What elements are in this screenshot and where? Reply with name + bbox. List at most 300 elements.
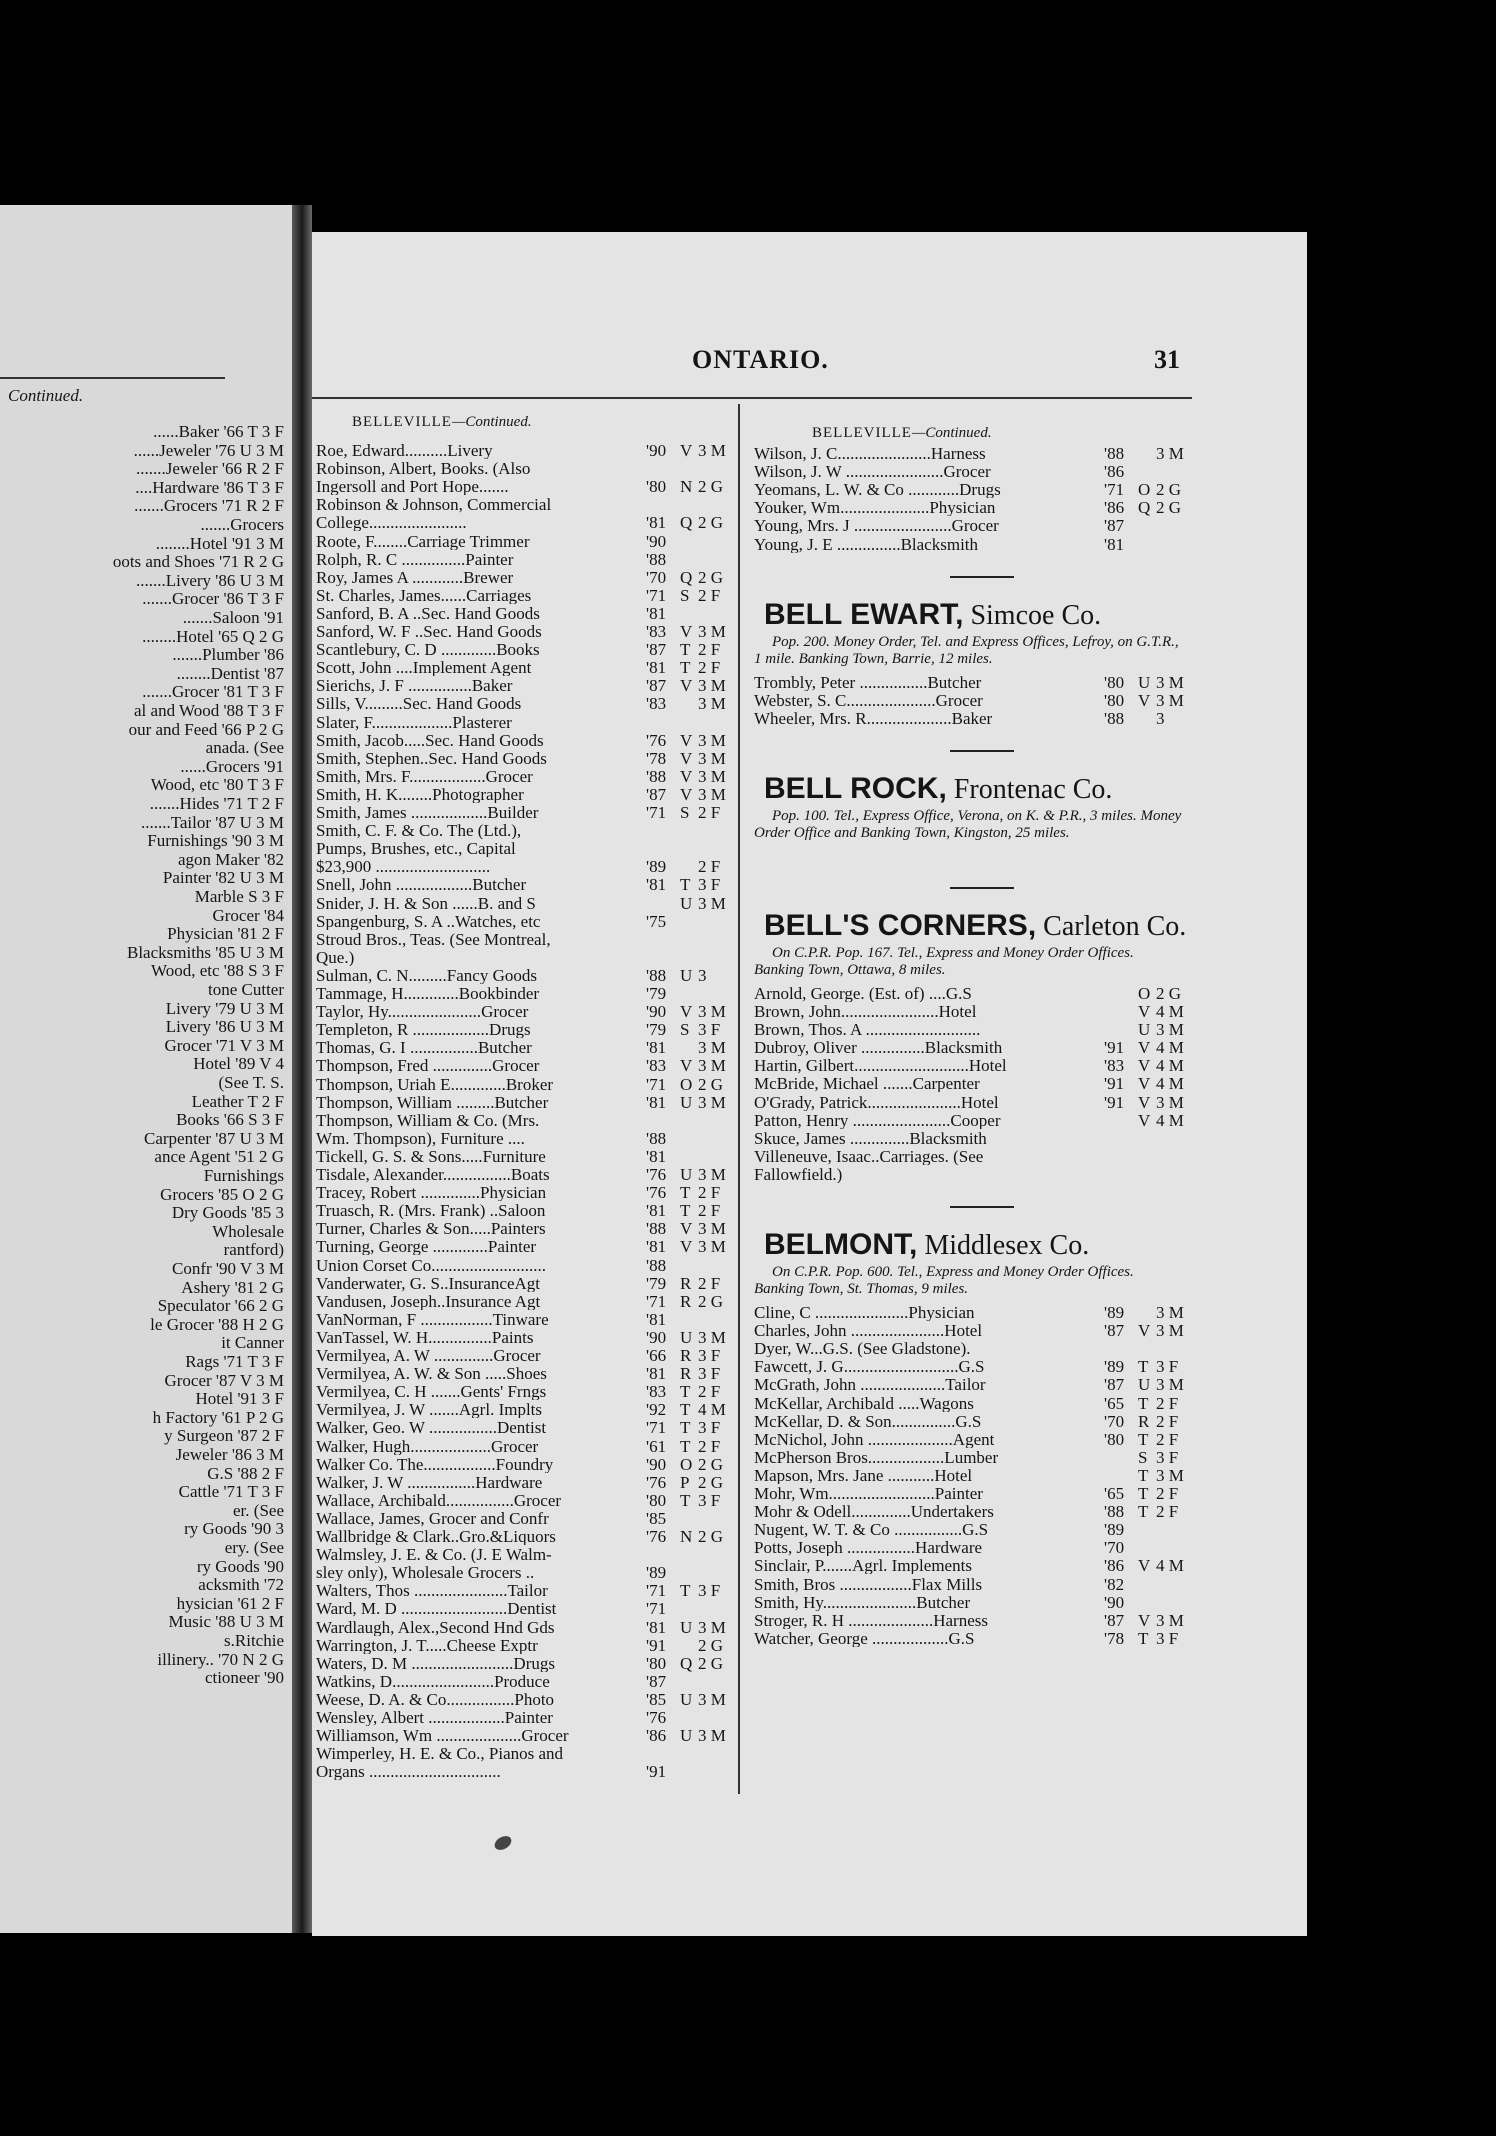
entry-rating-credit: 2 F xyxy=(1156,1429,1179,1449)
directory-entry xyxy=(754,1112,1194,1129)
entry-rating-capital: V xyxy=(1138,1074,1151,1094)
entry-rating-capital: R xyxy=(680,1273,692,1293)
entry-year: '65 xyxy=(1104,1484,1125,1503)
entry-rating-capital: O xyxy=(680,1454,693,1474)
directory-entry xyxy=(754,1094,1194,1111)
directory-entry xyxy=(316,695,736,712)
directory-entry xyxy=(316,1745,736,1762)
entry-rating-capital: U xyxy=(1138,1375,1151,1395)
directory-entry xyxy=(754,710,1194,727)
directory-entry xyxy=(316,587,736,604)
entry-name: Walters, Thos ......................Tailor xyxy=(316,1582,548,1600)
entry-year: '81 xyxy=(646,1146,667,1166)
entry-year: '80 xyxy=(1104,690,1125,710)
left-fragment-line: .......Grocer '86 T 3 F xyxy=(142,589,284,609)
left-fragment-line: ........Hotel '65 Q 2 G xyxy=(142,626,284,646)
entry-rating-credit: 3 M xyxy=(1156,672,1184,692)
entry-rating-credit: 2 F xyxy=(698,1382,721,1402)
entry-rating-capital: Q xyxy=(680,567,693,587)
left-fragment-line: hysician '61 2 F xyxy=(176,1593,284,1613)
directory-entry xyxy=(316,1021,736,1038)
entry-year: '90 xyxy=(646,1454,667,1474)
entry-name: Wheeler, Mrs. R....................Baker xyxy=(754,709,993,727)
entry-name: Pumps, Brushes, etc., Capital xyxy=(316,840,516,858)
directory-entry xyxy=(754,445,1194,462)
entry-name: College....................... xyxy=(316,514,467,532)
entry-rating-credit: 3 M xyxy=(698,622,726,641)
left-fragment-line: Dry Goods '85 3 xyxy=(171,1203,284,1223)
entry-year: '85 xyxy=(646,1689,667,1709)
directory-entry xyxy=(316,1383,736,1400)
entry-year: '71 xyxy=(646,1418,667,1438)
entry-name: Young, J. E ...............Blacksmith xyxy=(754,535,979,553)
directory-entry xyxy=(754,1148,1194,1165)
entry-rating-capital: U xyxy=(1138,1020,1151,1040)
left-fragment-line: tone Cutter xyxy=(207,980,284,999)
entry-name: Walmsley, J. E. & Co. (J. E Walm- xyxy=(316,1546,552,1564)
entry-name: Roe, Edward..........Livery xyxy=(316,442,493,459)
entry-rating-credit: 2 G xyxy=(698,477,724,497)
entry-year: '71 xyxy=(646,1291,667,1311)
entry-name: Nugent, W. T. & Co ................G.S xyxy=(754,1521,989,1539)
entry-year: '87 xyxy=(1104,1321,1125,1341)
left-fragment-line: ......Baker '66 T 3 F xyxy=(153,422,284,441)
left-fragment-line: oots and Shoes '71 R 2 G xyxy=(112,552,284,572)
entry-name: Walker Co. The.................Foundry xyxy=(316,1455,554,1473)
entry-rating-capital: V xyxy=(1138,690,1151,710)
entry-year: '89 xyxy=(1104,1357,1125,1377)
entry-rating-capital: T xyxy=(1138,1484,1149,1503)
col1-heading-cont: —Continued. xyxy=(451,414,532,430)
entry-name: Robinson & Johnson, Commercial xyxy=(316,496,552,514)
entry-rating-credit: 3 M xyxy=(698,730,726,750)
directory-entry xyxy=(754,1166,1194,1183)
entry-rating-capital: V xyxy=(680,784,693,804)
directory-entry xyxy=(754,1376,1194,1393)
entry-rating-credit: 3 M xyxy=(698,784,726,804)
directory-entry xyxy=(316,623,736,640)
entry-rating-capital: T xyxy=(680,1581,691,1601)
entry-year: '76 xyxy=(646,1527,667,1546)
left-fragment-line: Cattle '71 T 3 F xyxy=(178,1482,284,1502)
page-title: ONTARIO. xyxy=(692,345,829,374)
directory-entry xyxy=(754,1395,1194,1412)
directory-entry xyxy=(316,533,736,550)
entry-year: '75 xyxy=(646,911,667,931)
entry-rating-capital: O xyxy=(1138,983,1151,1003)
entry-year: '87 xyxy=(646,640,667,660)
entry-name: Wilson, J. C......................Harness xyxy=(754,445,986,462)
entry-rating-capital: V xyxy=(680,748,693,768)
directory-entry xyxy=(754,536,1194,553)
entry-year: '81 xyxy=(646,1092,667,1112)
entry-rating-capital: V xyxy=(1138,1092,1151,1112)
entry-rating-credit: 3 M xyxy=(1156,1375,1184,1395)
entry-name: VanTassel, W. H...............Paints xyxy=(316,1328,534,1346)
entry-name: Roy, James A ............Brewer xyxy=(316,568,514,586)
entry-rating-credit: 2 F xyxy=(1156,1484,1179,1503)
left-fragment-line: ......Grocers '91 xyxy=(180,756,284,776)
entry-name: Thompson, William .........Butcher xyxy=(316,1093,549,1111)
entry-rating-credit: 3 M xyxy=(698,1689,726,1709)
entry-rating-capital: S xyxy=(1138,1447,1148,1467)
entry-rating-credit: 3 M xyxy=(698,766,726,786)
directory-entry xyxy=(316,1528,736,1545)
entry-rating-credit: 3 F xyxy=(698,875,721,895)
entry-name: Young, Mrs. J .......................Grocer xyxy=(754,517,999,535)
entry-year: '81 xyxy=(646,875,667,895)
entry-name: Sanford, W. F ..Sec. Hand Goods xyxy=(316,623,542,640)
entry-year: '79 xyxy=(646,984,667,1003)
directory-entry xyxy=(316,1238,736,1255)
entry-name: Tracey, Robert ..............Physician xyxy=(316,1184,547,1202)
entry-name: Smith, C. F. & Co. The (Ltd.), xyxy=(316,822,522,840)
entry-name: Ward, M. D .........................Dentist xyxy=(316,1600,557,1618)
left-fragment-line: al and Wood '88 T 3 F xyxy=(134,701,284,720)
entry-year: '86 xyxy=(1104,462,1125,482)
entry-rating-capital: R xyxy=(680,1364,692,1384)
entry-name: McGrath, John ....................Tailor xyxy=(754,1376,986,1394)
entry-year: '86 xyxy=(1104,1556,1125,1576)
entry-rating-credit: 3 M xyxy=(698,694,726,714)
directory-entry xyxy=(316,1039,736,1056)
entry-name: Smith, Stephen..Sec. Hand Goods xyxy=(316,749,547,767)
left-fragment-line: anada. (See xyxy=(205,738,284,758)
directory-entry xyxy=(316,1094,736,1111)
entry-name: Turner, Charles & Son.....Painters xyxy=(316,1220,546,1238)
entry-rating-capital: T xyxy=(1138,1393,1149,1413)
entry-rating-credit: 2 F xyxy=(698,803,721,822)
entry-rating-credit: 4 M xyxy=(1156,1110,1184,1130)
left-fragment-line: illinery.. '70 N 2 G xyxy=(157,1649,284,1669)
entry-rating-credit: 2 F xyxy=(698,1273,721,1293)
left-fragment-line: ance Agent '51 2 G xyxy=(154,1147,284,1167)
entry-name: Sierichs, J. F ...............Baker xyxy=(316,677,513,695)
entry-year: '80 xyxy=(646,477,667,497)
entry-rating-credit: 3 F xyxy=(698,1364,721,1384)
entry-rating-credit: 2 G xyxy=(698,1635,724,1655)
directory-entry xyxy=(316,1293,736,1310)
entry-rating-capital: V xyxy=(680,766,693,786)
entry-rating-capital: V xyxy=(680,1219,693,1239)
entry-rating-capital: V xyxy=(1138,1556,1151,1576)
entry-year: '81 xyxy=(646,513,667,533)
entry-name: Taylor, Hy......................Grocer xyxy=(316,1003,529,1021)
entry-year: '88 xyxy=(1104,1502,1125,1522)
directory-entry xyxy=(316,967,736,984)
entry-rating-capital: T xyxy=(680,1382,691,1402)
entry-name: Fawcett, J. G...........................G.S xyxy=(754,1358,985,1376)
directory-entry xyxy=(754,1485,1194,1502)
entry-year: '87 xyxy=(646,784,667,804)
entry-name: Watcher, George ..................G.S xyxy=(754,1629,975,1647)
entry-rating-capital: Q xyxy=(680,513,693,533)
entry-name: Brown, John.......................Hotel xyxy=(754,1003,977,1020)
directory-entry xyxy=(316,1727,736,1744)
entry-rating-capital: V xyxy=(1138,1038,1151,1058)
entry-rating-capital: T xyxy=(680,1490,691,1510)
section-separator xyxy=(950,576,1014,578)
left-fragment-line: Speculator '66 2 G xyxy=(157,1296,284,1316)
directory-entry xyxy=(316,1057,736,1074)
entry-name: Vermilyea, A. W. & Son .....Shoes xyxy=(316,1365,547,1383)
entry-year: '71 xyxy=(1104,480,1125,500)
directory-entry xyxy=(316,1510,736,1527)
left-fragment-line: ry Goods '90 xyxy=(196,1556,284,1576)
directory-entry xyxy=(754,1431,1194,1448)
place-description: Pop. 200. Money Order, Tel. and Express Offices, Lefroy, on G.T.R., 1 mile. Banking Town, Barrie, 12 miles. xyxy=(754,633,1179,667)
entry-name: Skuce, James ..............Blacksmith xyxy=(754,1129,987,1147)
entry-year: '81 xyxy=(646,1237,667,1257)
entry-rating-capital: T xyxy=(680,875,691,895)
left-fragment-line: y Surgeon '87 2 F xyxy=(164,1426,284,1446)
left-fragment-line: Furnishings '90 3 M xyxy=(147,831,284,851)
entry-name: Stroud Bros., Teas. (See Montreal, xyxy=(316,930,551,948)
entry-rating-capital: Q xyxy=(1138,498,1151,518)
entry-rating-credit: 3 M xyxy=(1156,690,1184,710)
entry-year: '61 xyxy=(646,1436,667,1456)
entry-year: '87 xyxy=(1104,516,1125,536)
directory-entry xyxy=(316,1329,736,1346)
directory-entry xyxy=(316,478,736,495)
entry-name: Organs ............................... xyxy=(316,1763,501,1781)
entry-rating-credit: 3 F xyxy=(698,1490,721,1510)
left-fragment-line: ........Hotel '91 3 M xyxy=(155,533,284,553)
directory-entry xyxy=(754,1503,1194,1520)
entry-year: '88 xyxy=(646,1255,667,1275)
place-description: On C.P.R. Pop. 167. Tel., Express and Money Order Offices. Banking Town, Ottawa, 8 miles. xyxy=(754,944,1134,978)
entry-rating-credit: 2 G xyxy=(698,513,724,533)
entry-year: '76 xyxy=(646,1708,667,1727)
directory-entry xyxy=(316,460,736,477)
place-name: BELL EWART, xyxy=(764,597,964,631)
ink-smudge xyxy=(492,1833,514,1852)
right-page xyxy=(312,232,1307,1936)
entry-name: Youker, Wm.....................Physician xyxy=(754,499,996,517)
entry-rating-credit: 3 F xyxy=(1156,1447,1179,1467)
left-fragment-line: it Canner xyxy=(221,1333,284,1353)
left-fragment-line: ctioneer '90 xyxy=(204,1668,284,1688)
entry-rating-credit: 2 G xyxy=(1156,983,1182,1003)
directory-entry xyxy=(316,1763,736,1780)
directory-entry xyxy=(316,786,736,803)
entry-year: '85 xyxy=(646,1508,667,1528)
directory-entry xyxy=(316,1220,736,1237)
col1-heading-place: BELLEVILLE xyxy=(352,414,452,430)
entry-rating-capital: U xyxy=(680,1092,693,1112)
entry-name: Thompson, Uriah E.............Broker xyxy=(316,1075,554,1093)
entry-name: Vanderwater, G. S..InsuranceAgt xyxy=(316,1274,541,1292)
entry-rating-credit: 3 F xyxy=(698,1346,721,1365)
entry-rating-credit: 3 M xyxy=(1156,444,1184,463)
directory-entry xyxy=(316,1311,736,1328)
entry-year: '79 xyxy=(646,1273,667,1293)
entry-rating-credit: 3 F xyxy=(698,1418,721,1438)
directory-entry xyxy=(316,804,736,821)
directory-entry xyxy=(316,1401,736,1418)
entry-name: Warrington, J. T.....Cheese Exptr xyxy=(316,1636,538,1654)
directory-entry xyxy=(754,1576,1194,1593)
entry-year: '88 xyxy=(646,766,667,786)
left-fragment-line: Leather T 2 F xyxy=(191,1091,284,1111)
entry-rating-capital: T xyxy=(680,1183,691,1203)
entry-name: Watkins, D........................Produce xyxy=(316,1672,550,1690)
directory-entry xyxy=(754,692,1194,709)
place-name: BELMONT, xyxy=(764,1228,918,1261)
entry-rating-credit: 3 xyxy=(1156,708,1165,728)
directory-entry xyxy=(316,1600,736,1617)
directory-entry xyxy=(316,1184,736,1201)
left-fragment-line: ery. (See xyxy=(224,1538,284,1557)
page-gutter xyxy=(292,205,312,1933)
left-fragment-line: er. (See xyxy=(233,1500,284,1520)
entry-year: '91 xyxy=(1104,1092,1125,1112)
entry-rating-credit: 2 F xyxy=(698,1436,721,1456)
directory-entry xyxy=(316,913,736,930)
directory-entry xyxy=(316,1474,736,1491)
entry-name: Thompson, William & Co. (Mrs. xyxy=(316,1111,540,1129)
entry-rating-credit: 2 G xyxy=(698,1291,724,1311)
entry-rating-credit: 3 F xyxy=(1156,1357,1179,1377)
left-fragment-line: Wholesale xyxy=(212,1221,284,1241)
place-county: Carleton Co. xyxy=(1036,910,1187,942)
entry-year: '81 xyxy=(1104,534,1125,554)
entry-rating-credit: 3 M xyxy=(1156,1092,1184,1112)
directory-entry xyxy=(754,1304,1194,1321)
entry-year: '88 xyxy=(1104,708,1125,728)
entry-name: Vandusen, Joseph..Insurance Agt xyxy=(316,1292,541,1310)
left-fragment-line: our and Feed '66 P 2 G xyxy=(128,719,284,739)
entry-name: Snell, John ..................Butcher xyxy=(316,876,527,894)
entry-year: '83 xyxy=(1104,1056,1125,1076)
entry-year: '71 xyxy=(646,803,667,822)
entry-name: sley only), Wholesale Grocers .. xyxy=(316,1564,535,1582)
directory-entry xyxy=(316,1582,736,1599)
entry-name: Wm. Thompson), Furniture .... xyxy=(316,1129,525,1147)
directory-entry xyxy=(754,1322,1194,1339)
entry-rating-capital: U xyxy=(680,965,693,985)
entry-rating-credit: 2 G xyxy=(698,1472,724,1492)
entry-name: Union Corset Co........................... xyxy=(316,1256,546,1274)
left-fragment-line: Hotel '89 V 4 xyxy=(193,1054,284,1074)
left-fragment-line: s.Ritchie xyxy=(224,1631,284,1650)
entry-rating-capital: T xyxy=(1138,1502,1149,1522)
entry-year: '81 xyxy=(646,1364,667,1384)
directory-entry xyxy=(316,768,736,785)
directory-entry xyxy=(754,1130,1194,1147)
directory-entry xyxy=(316,931,736,948)
entry-rating-credit: 3 M xyxy=(698,1237,726,1257)
entry-name: Smith, Mrs. F..................Grocer xyxy=(316,767,533,785)
entry-rating-credit: 3 M xyxy=(698,1617,726,1637)
entry-name: McBride, Michael .......Carpenter xyxy=(754,1075,980,1093)
entry-rating-credit: 3 M xyxy=(1156,1020,1184,1040)
entry-rating-capital: N xyxy=(680,477,693,497)
entry-name: Patton, Henry .......................Cooper xyxy=(754,1111,1001,1129)
place-heading xyxy=(764,1228,1089,1262)
entry-year: '86 xyxy=(646,1726,667,1746)
directory-entry xyxy=(316,1691,736,1708)
entry-rating-credit: 2 G xyxy=(698,1074,724,1094)
entry-rating-credit: 2 F xyxy=(698,1183,721,1203)
entry-rating-capital: P xyxy=(680,1472,690,1492)
entry-name: Wallace, James, Grocer and Confr xyxy=(316,1509,549,1527)
left-fragment-line: Painter '82 U 3 M xyxy=(162,868,284,888)
entry-year: '89 xyxy=(646,1563,667,1583)
entry-name: Robinson, Albert, Books. (Also xyxy=(316,460,531,478)
col2-heading xyxy=(812,425,992,442)
left-fragment-line: (See T. S. xyxy=(218,1073,284,1092)
entry-rating-credit: 3 M xyxy=(698,1056,726,1076)
entry-year: '91 xyxy=(646,1762,667,1782)
directory-entry xyxy=(754,1557,1194,1574)
entry-year: '87 xyxy=(1104,1375,1125,1395)
entry-rating-credit: 4 M xyxy=(1156,1056,1184,1076)
directory-entry xyxy=(754,499,1194,516)
entry-name: Roote, F........Carriage Trimmer xyxy=(316,532,530,550)
directory-entry xyxy=(316,985,736,1002)
entry-rating-credit: 3 M xyxy=(1156,1303,1184,1322)
directory-entry xyxy=(754,1340,1194,1357)
entry-name: Sanford, B. A ..Sec. Hand Goods xyxy=(316,604,540,622)
entry-rating-credit: 2 G xyxy=(698,1454,724,1474)
entry-year: '71 xyxy=(646,1599,667,1619)
entry-rating-credit: 3 M xyxy=(698,441,726,460)
place-county: Simcoe Co. xyxy=(963,599,1102,631)
left-fragment-line: ........Dentist '87 xyxy=(176,663,284,683)
entry-rating-credit: 3 F xyxy=(698,1581,721,1601)
entry-name: Tammage, H.............Bookbinder xyxy=(316,985,540,1002)
left-fragment-line: ry Goods '90 3 xyxy=(184,1519,284,1539)
left-fragment-line: Grocer '84 xyxy=(212,905,284,925)
directory-entry xyxy=(316,1492,736,1509)
entry-name: Smith, James ..................Builder xyxy=(316,804,539,821)
entry-name: Arnold, George. (Est. of) ....G.S xyxy=(754,984,972,1002)
entry-year: '81 xyxy=(646,1038,667,1058)
entry-year: '76 xyxy=(646,1183,667,1203)
entry-rating-capital: V xyxy=(1138,1056,1151,1076)
entry-rating-capital: V xyxy=(1138,1610,1151,1630)
left-fragment-line: .......Grocer '81 T 3 F xyxy=(142,682,284,702)
entry-rating-capital: T xyxy=(1138,1429,1149,1449)
entry-year: '82 xyxy=(1104,1574,1125,1594)
place-name: BELL ROCK, xyxy=(764,771,947,805)
directory-entry xyxy=(316,605,736,622)
section-separator xyxy=(950,887,1014,889)
place-description: Pop. 100. Tel., Express Office, Verona, on K. & P.R., 3 miles. Money Order Office and Banking Town, Kingston, 25 miles. xyxy=(754,807,1182,841)
col1-heading xyxy=(352,414,532,431)
section-separator xyxy=(950,750,1014,752)
entry-name: Cline, C ......................Physician xyxy=(754,1304,975,1321)
entry-year: '80 xyxy=(646,1653,667,1673)
entry-year: '81 xyxy=(646,1201,667,1221)
directory-entry xyxy=(316,1546,736,1563)
entry-rating-credit: 2 F xyxy=(698,658,721,678)
section-separator xyxy=(950,1206,1014,1208)
left-fragment-line: .......Livery '86 U 3 M xyxy=(135,570,284,590)
directory-entry xyxy=(316,822,736,839)
entry-name: Dubroy, Oliver ...............Blacksmith xyxy=(754,1039,1003,1057)
entry-rating-capital: T xyxy=(1138,1465,1149,1485)
entry-rating-capital: U xyxy=(680,1327,693,1347)
entry-rating-credit: 2 F xyxy=(1156,1393,1179,1413)
directory-entry xyxy=(754,1003,1194,1020)
directory-entry xyxy=(316,858,736,875)
directory-entry xyxy=(754,517,1194,534)
directory-entry xyxy=(316,1456,736,1473)
left-fragment-line: Jeweler '86 3 M xyxy=(175,1445,284,1464)
entry-year: '89 xyxy=(1104,1520,1125,1540)
